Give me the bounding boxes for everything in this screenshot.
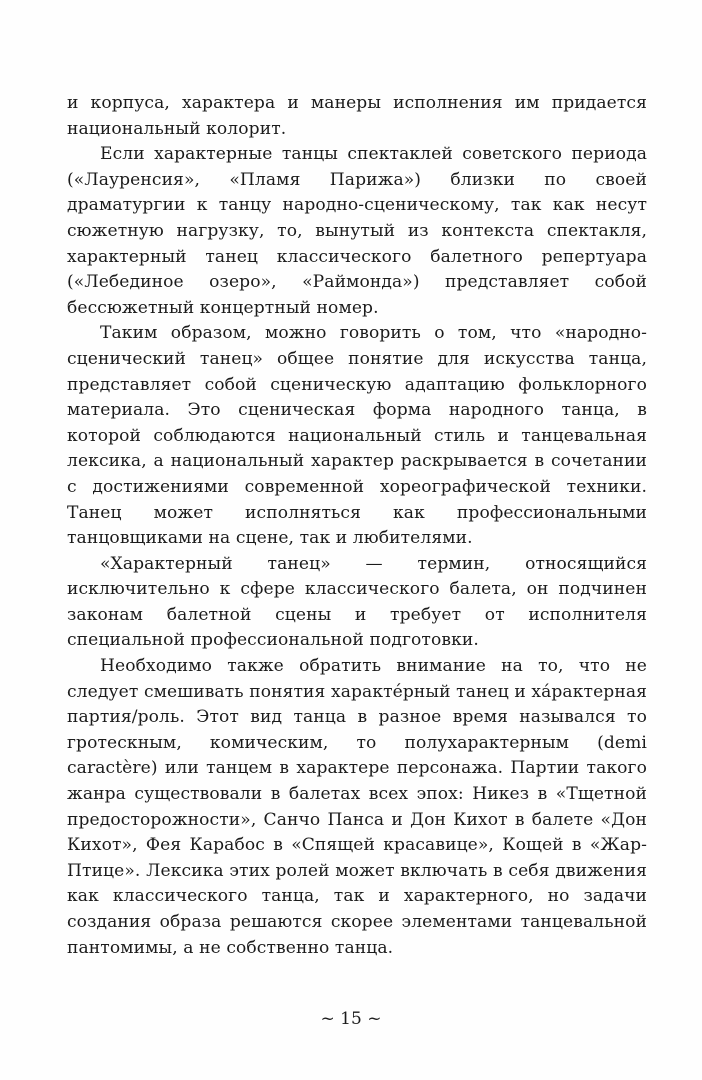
paragraph-folk-stage-dance: Таким образом, можно говорить о том, что «народно-сценический танец» общее понятие для искусства танца, представляет собой сценическую адаптацию фольклорного материала. Это сценическая форма народного танца, в которой соблюдаются национальный стиль и танцевальная лексика, а национальный характер раскрывается в сочетании с достижениями современной хореографической техники. Танец может исполняться как профессиональными танцовщиками на сцене, так и любителями. [67,323,647,549]
body-text [67,91,647,961]
paragraph-character-role: Необходимо также обратить внимание на то, что не следует смешивать понятия характéрный танец и ха́рактерная партия/роль. Этот вид танца в разное время назывался то гротескным, комическим, то полухарактерным (demi caractère) или танцем в характере персонажа. Партии такого жанра существовали в балетах всех эпох: Никез в «Тщетной предосторожности», Санчо Панса и Дон Кихот в балете «Дон Кихот», Фея Карабос в «Спящей красавице», Кощей в «Жар-Птице». Лексика этих ролей может включать в себя движения как классического танца, так и характерного, но задачи создания образа решаются скорее элементами танцевальной пантомимы, а не собственно танца. [67,656,647,958]
paragraph-continuation: и корпуса, характера и манеры исполнения им придается национальный колорит. [67,93,647,139]
paragraph-soviet-character-dances: Если характерные танцы спектаклей советского периода («Лауренсия», «Пламя Парижа») близки по своей драматургии к танцу народно-сценическому, так как несут сюжетную нагрузку, то, вынутый из контекста спектакля, характерный танец классического балетного репертуара («Лебединое озеро», «Раймонда») представляет собой бессюжетный концертный номер. [67,144,647,318]
paragraph-character-dance-term: «Характерный танец» — термин, относящийся исключительно к сфере классического балета, он подчинен законам балетной сцены и требует от исполнителя специальной профессиональной подготовки. [67,553,647,651]
page-number: ~ 15 ~ [320,1009,382,1029]
